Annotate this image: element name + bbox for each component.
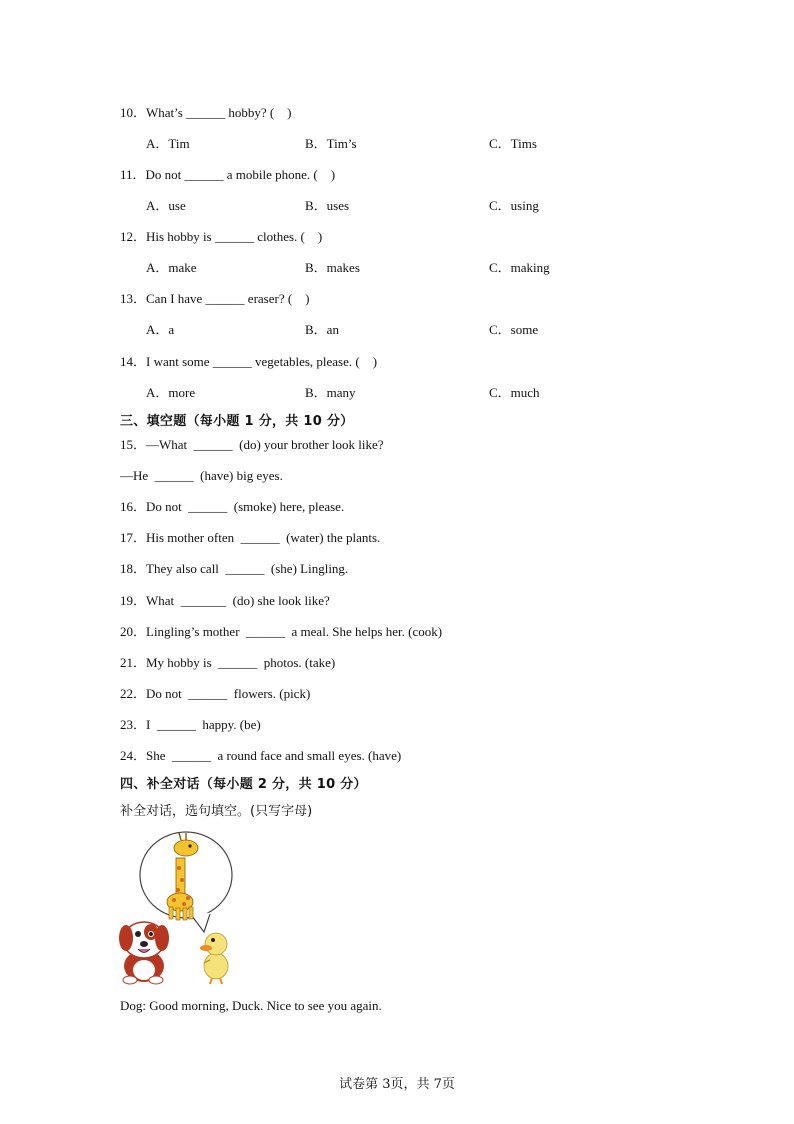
option-c: C．much — [489, 385, 540, 400]
fill-question-21: 21．My hobby is ______ photos. (take) — [120, 655, 336, 670]
question-stem: 13．Can I have ______ eraser? ( ) — [120, 291, 310, 306]
option-a: A．a — [146, 322, 175, 337]
option-b: B．Tim’s — [305, 136, 357, 151]
fill-question-22: 22．Do not ______ flowers. (pick) — [120, 686, 311, 701]
option-b: B．makes — [305, 260, 360, 275]
fill-question-24: 24．She ______ a round face and small eyes. (have) — [120, 748, 402, 763]
section-3-title: 三、填空题（每小题 1 分，共 10 分） — [120, 414, 354, 429]
fill-question-16: 16．Do not ______ (smoke) here, please. — [120, 499, 345, 514]
option-c: C．using — [489, 198, 539, 213]
option-c: C．Tims — [489, 136, 537, 151]
option-c: C．some — [489, 322, 539, 337]
fill-question-23: 23．I ______ happy. (be) — [120, 717, 261, 732]
option-a: A．use — [146, 198, 186, 213]
page-footer: 试卷第 3页，共 7页 — [339, 1077, 455, 1092]
question-stem: 10．What’s ______ hobby? ( ) — [120, 105, 292, 120]
fill-question-18: 18．They also call ______ (she) Lingling. — [120, 561, 349, 576]
option-b: B．uses — [305, 198, 350, 213]
section-4-title: 四、补全对话（每小题 2 分，共 10 分） — [120, 777, 367, 792]
question-stem: 11．Do not ______ a mobile phone. ( ) — [120, 167, 336, 182]
fill-question-17: 17．His mother often ______ (water) the plants. — [120, 530, 381, 545]
question-stem: 14．I want some ______ vegetables, please. ( ) — [120, 354, 378, 369]
option-a: A．more — [146, 385, 196, 400]
fill-question-20: 20．Lingling’s mother ______ a meal. She helps her. (cook) — [120, 624, 443, 639]
option-c: C．making — [489, 260, 550, 275]
section-4-instruction: 补全对话，选句填空。(只写字母) — [120, 804, 313, 819]
option-b: B．an — [305, 322, 339, 337]
dog-icon — [119, 922, 169, 984]
fill-question-15: 15．—What ______ (do) your brother look like? — [120, 437, 384, 452]
question-stem: 12．His hobby is ______ clothes. ( ) — [120, 229, 323, 244]
option-a: A．Tim — [146, 136, 190, 151]
fill-question-15-answer: —He ______ (have) big eyes. — [120, 468, 283, 483]
dog-duck-giraffe-illustration — [118, 828, 240, 986]
dialogue-line-dog: Dog: Good morning, Duck. Nice to see you again. — [120, 998, 382, 1013]
duck-icon — [200, 933, 228, 984]
option-a: A．make — [146, 260, 197, 275]
option-b: B．many — [305, 385, 356, 400]
fill-question-19: 19．What _______ (do) she look like? — [120, 593, 330, 608]
